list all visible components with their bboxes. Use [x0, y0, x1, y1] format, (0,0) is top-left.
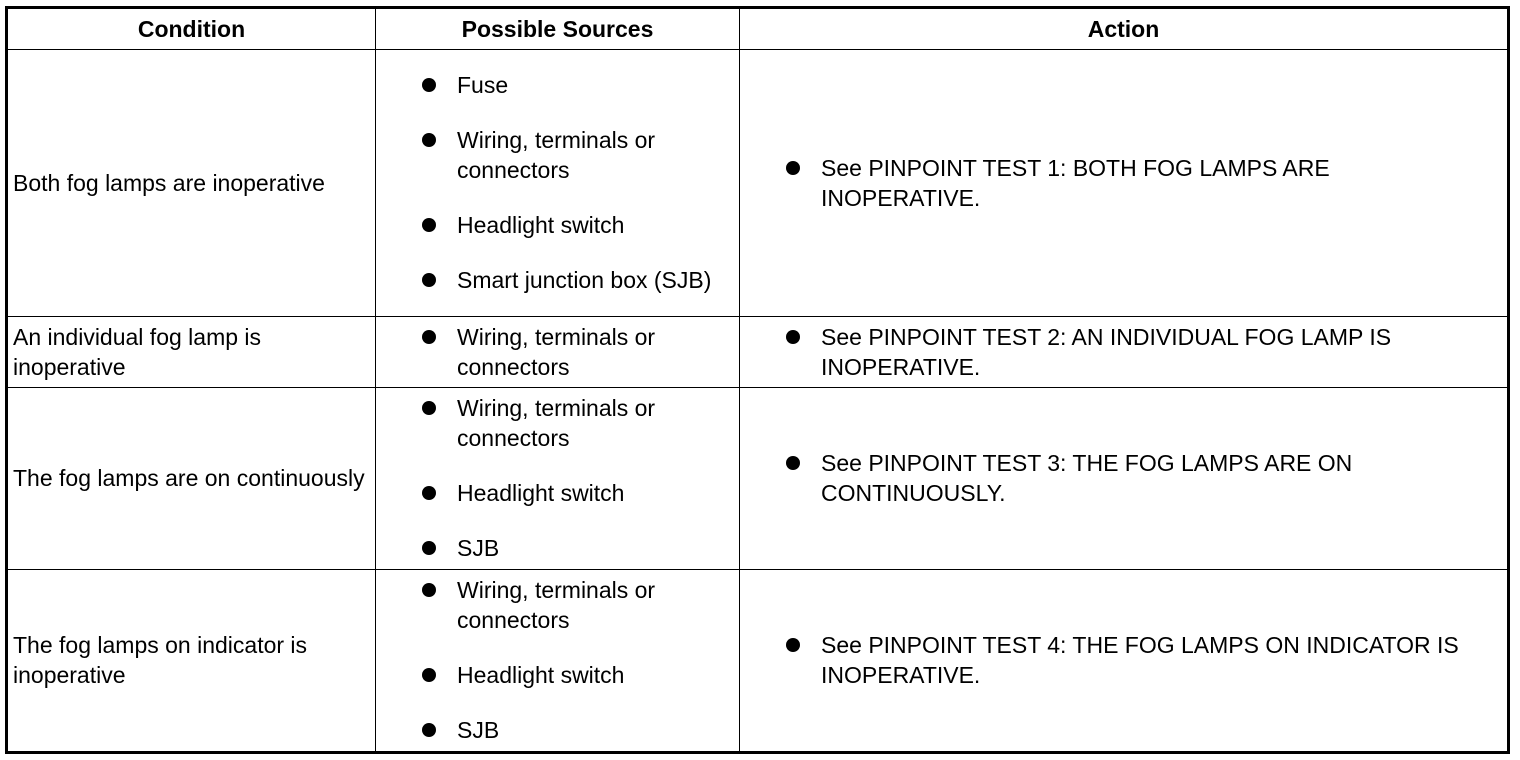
source-text: Fuse: [457, 72, 509, 99]
list-item: [786, 448, 1477, 508]
sources-list: [376, 393, 739, 563]
source-text: SJB: [457, 535, 500, 562]
sources-list: [376, 322, 739, 382]
sources-cell: [376, 387, 740, 569]
header-condition: Condition: [7, 8, 376, 50]
bullet-icon: [422, 401, 436, 415]
list-item: [422, 70, 731, 100]
bullet-icon: [422, 273, 436, 287]
header-action: Action: [740, 8, 1509, 50]
action-cell: [740, 387, 1509, 569]
source-text: Headlight switch: [457, 212, 625, 239]
list-item: [422, 533, 731, 563]
bullet-icon: [422, 583, 436, 597]
table-row: [7, 316, 1509, 387]
list-item: [786, 322, 1477, 382]
header-possible-sources: Possible Sources: [376, 8, 740, 50]
symptom-chart-table: [5, 6, 1510, 754]
list-item: [422, 322, 731, 382]
table-row: [7, 569, 1509, 752]
action-cell: [740, 316, 1509, 387]
list-item: [422, 575, 731, 635]
bullet-icon: [786, 161, 800, 175]
table-row: [7, 387, 1509, 569]
condition-cell: Both fog lamps are inoperative: [7, 50, 376, 317]
source-text: Headlight switch: [457, 480, 625, 507]
action-list: [740, 448, 1507, 508]
bullet-icon: [422, 218, 436, 232]
sources-list: [376, 575, 739, 745]
source-text: Wiring, terminals or connectors: [457, 323, 656, 380]
sources-cell: [376, 569, 740, 752]
source-text: Wiring, terminals or connectors: [457, 577, 656, 634]
action-text: See PINPOINT TEST 4: THE FOG LAMPS ON INDICATOR IS INOPERATIVE.: [821, 632, 1459, 689]
list-item: [422, 265, 731, 295]
source-text: SJB: [457, 717, 500, 744]
list-item: [422, 125, 731, 185]
bullet-icon: [786, 638, 800, 652]
list-item: [422, 715, 731, 745]
bullet-icon: [422, 330, 436, 344]
condition-cell: An individual fog lamp is inoperative: [7, 316, 376, 387]
list-item: [422, 660, 731, 690]
list-item: [422, 393, 731, 453]
action-text: See PINPOINT TEST 1: BOTH FOG LAMPS ARE INOPERATIVE.: [821, 154, 1330, 211]
sources-cell: [376, 316, 740, 387]
header-row: [7, 8, 1509, 50]
bullet-icon: [422, 541, 436, 555]
action-list: [740, 153, 1507, 213]
bullet-icon: [422, 723, 436, 737]
bullet-icon: [786, 330, 800, 344]
source-text: Wiring, terminals or connectors: [457, 127, 656, 184]
action-cell: [740, 50, 1509, 317]
bullet-icon: [422, 668, 436, 682]
sources-cell: [376, 50, 740, 317]
list-item: [786, 153, 1477, 213]
list-item: [422, 478, 731, 508]
bullet-icon: [786, 456, 800, 470]
action-list: [740, 322, 1507, 382]
bullet-icon: [422, 486, 436, 500]
bullet-icon: [422, 133, 436, 147]
list-item: [422, 210, 731, 240]
source-text: Smart junction box (SJB): [457, 267, 712, 294]
source-text: Wiring, terminals or connectors: [457, 395, 656, 452]
bullet-icon: [422, 78, 436, 92]
condition-cell: The fog lamps on indicator is inoperative: [7, 569, 376, 752]
action-list: [740, 630, 1507, 690]
action-text: See PINPOINT TEST 3: THE FOG LAMPS ARE ON CONTINUOUSLY.: [821, 450, 1353, 507]
list-item: [786, 630, 1477, 690]
sources-list: [376, 70, 739, 295]
source-text: Headlight switch: [457, 662, 625, 689]
condition-cell: The fog lamps are on continuously: [7, 387, 376, 569]
table-row: [7, 50, 1509, 317]
action-text: See PINPOINT TEST 2: AN INDIVIDUAL FOG LAMP IS INOPERATIVE.: [821, 323, 1392, 380]
action-cell: [740, 569, 1509, 752]
